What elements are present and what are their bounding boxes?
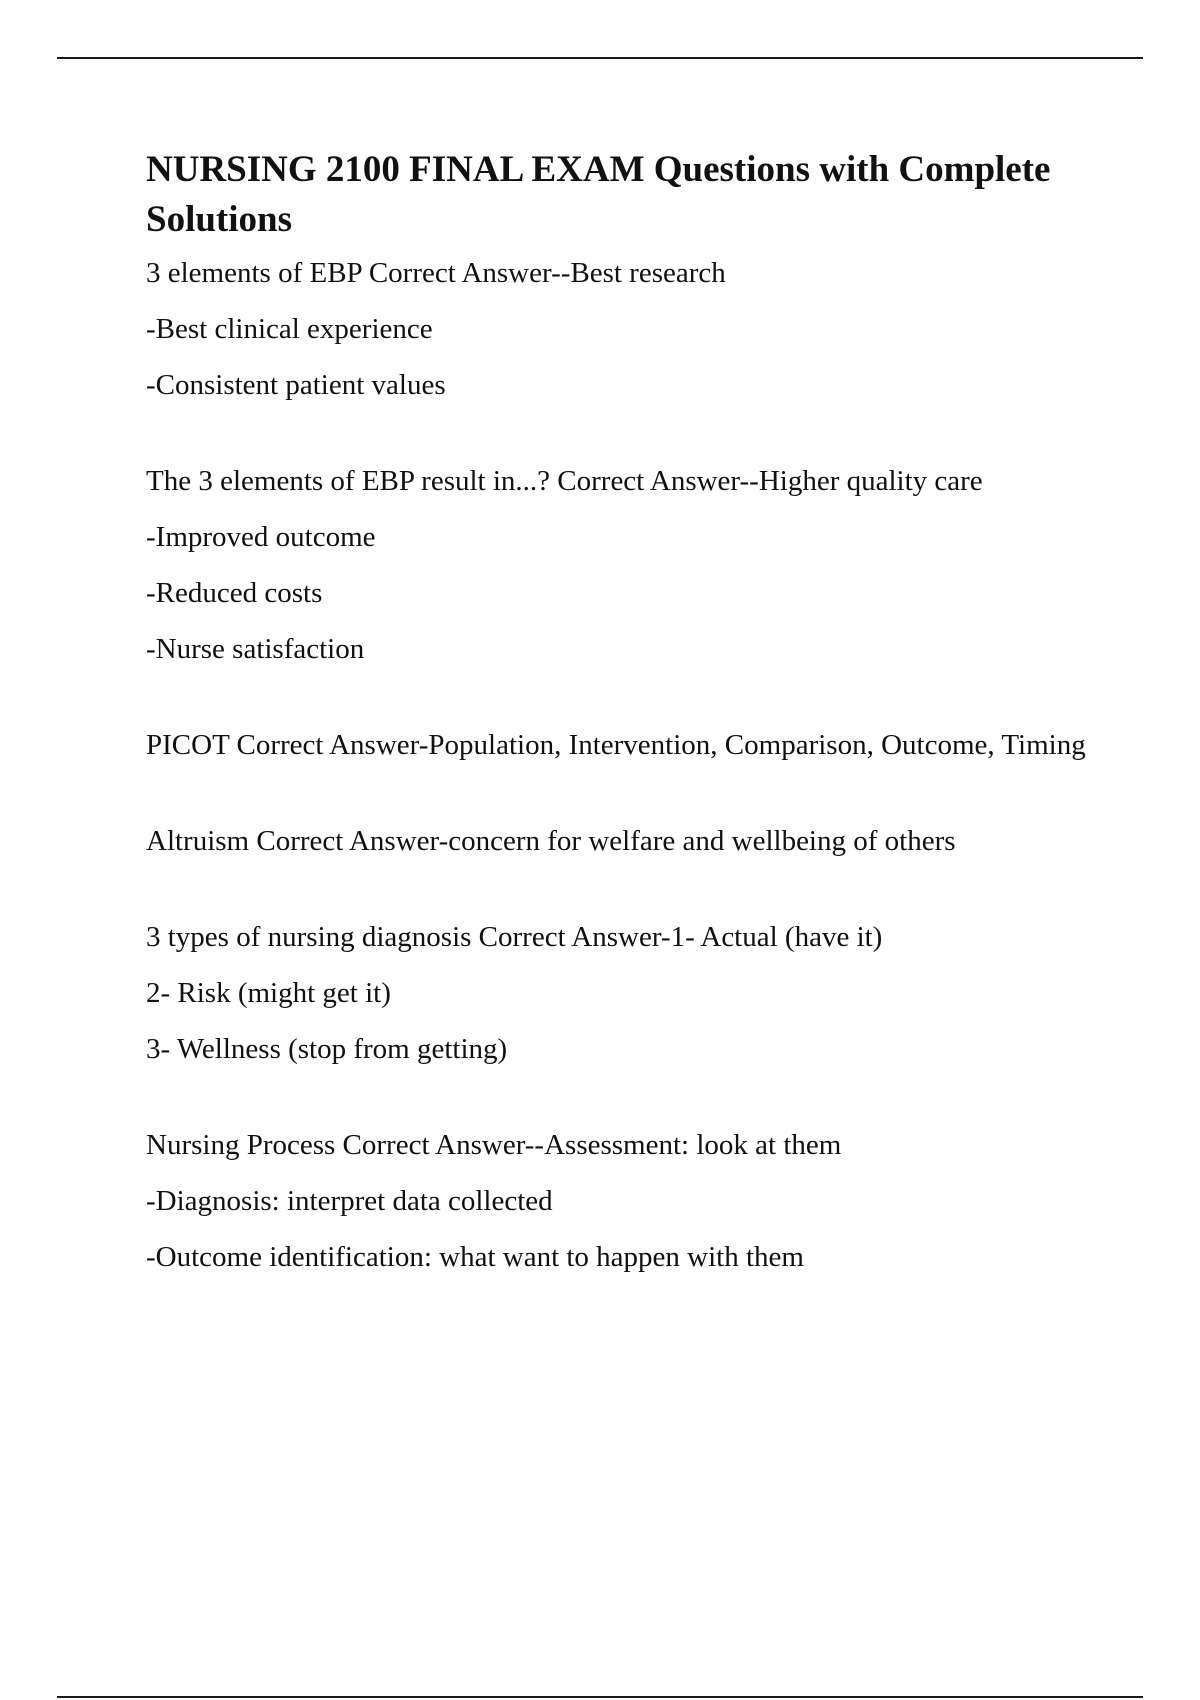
qa-line: -Reduced costs [146, 577, 323, 609]
qa-line: -Nurse satisfaction [146, 633, 365, 665]
qa-entry [146, 725, 1086, 765]
qa-list [146, 253, 1086, 1277]
qa-entry [146, 821, 1086, 861]
top-divider [57, 57, 1143, 59]
qa-line: Nursing Process Correct Answer--Assessment: look at them [146, 1129, 842, 1161]
document-title: NURSING 2100 FINAL EXAM Questions with Complete Solutions [146, 149, 1051, 240]
qa-entry [146, 917, 1086, 1069]
qa-line: Altruism Correct Answer-concern for welfare and wellbeing of others [146, 825, 956, 857]
document-page [146, 145, 1086, 1333]
qa-line: The 3 elements of EBP result in...? Correct Answer--Higher quality care [146, 465, 983, 497]
qa-line: -Improved outcome [146, 521, 376, 553]
qa-line: 3- Wellness (stop from getting) [146, 1033, 508, 1065]
qa-line: -Consistent patient values [146, 369, 446, 401]
qa-entry [146, 253, 1086, 405]
qa-line: 3 elements of EBP Correct Answer--Best research [146, 257, 726, 289]
qa-entry [146, 1125, 1086, 1277]
qa-line: 3 types of nursing diagnosis Correct Answer-1- Actual (have it) [146, 921, 883, 953]
qa-entry [146, 461, 1086, 669]
qa-line: PICOT Correct Answer-Population, Intervention, Comparison, Outcome, Timing [146, 729, 1086, 761]
qa-line: -Outcome identification: what want to happen with them [146, 1241, 804, 1273]
qa-line: -Diagnosis: interpret data collected [146, 1185, 553, 1217]
qa-line: -Best clinical experience [146, 313, 433, 345]
bottom-divider [57, 1696, 1143, 1698]
qa-line: 2- Risk (might get it) [146, 977, 391, 1009]
